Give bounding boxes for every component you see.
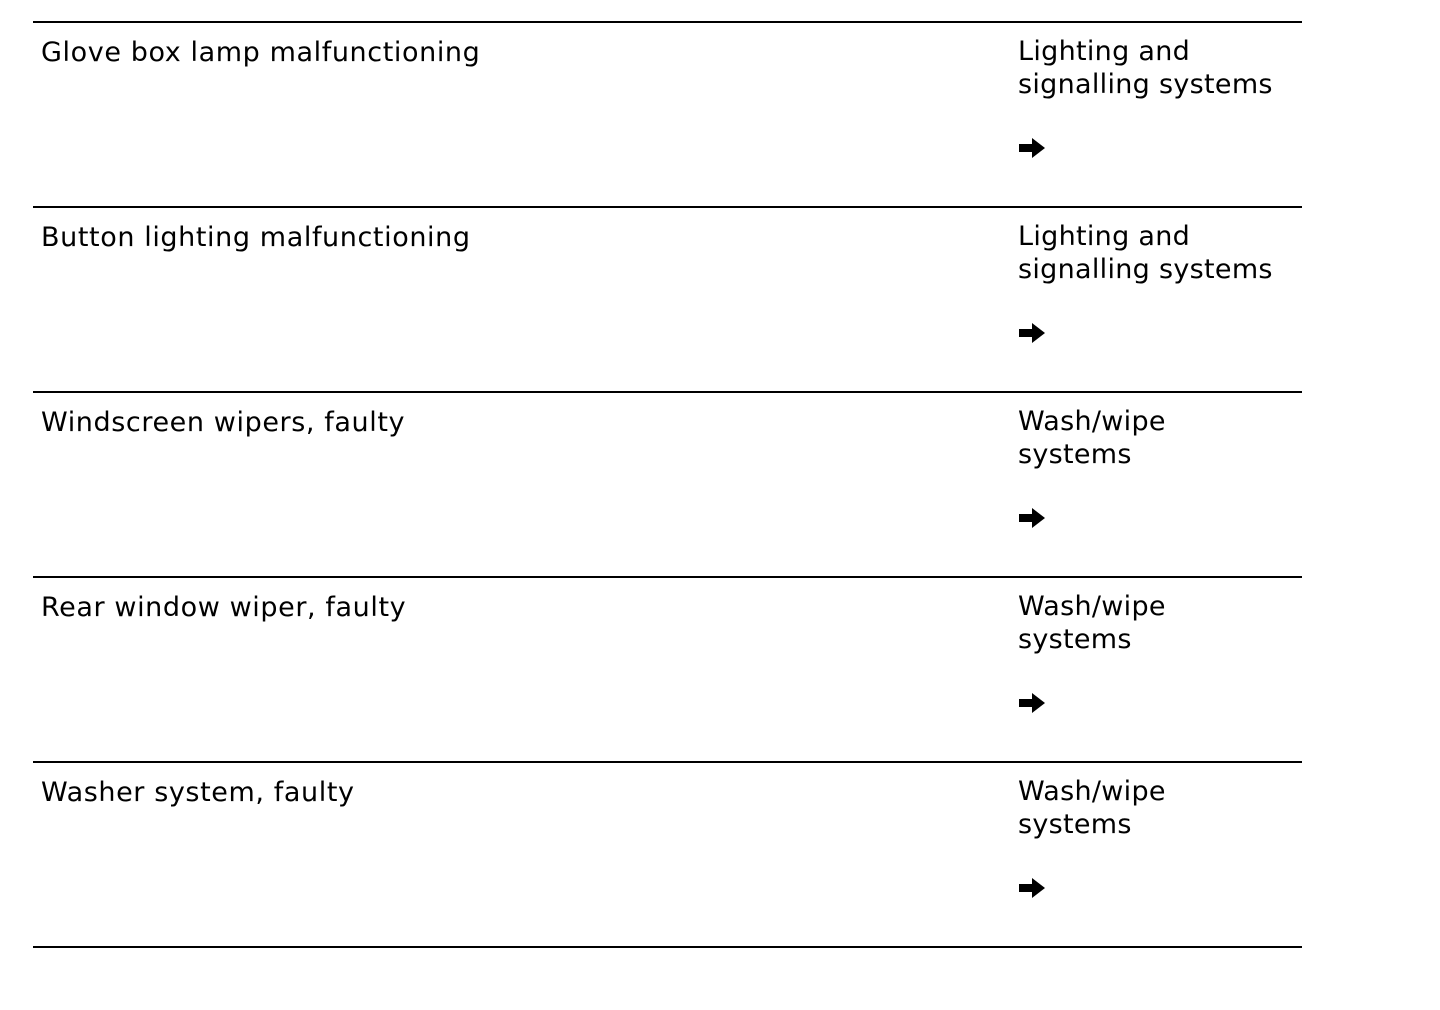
table-rule (33, 946, 1302, 948)
system-link-line-1[interactable]: Wash/wipe (1018, 776, 1166, 807)
table-row (33, 23, 1302, 206)
system-link-line-2[interactable]: systems (1018, 809, 1132, 840)
system-cell (1018, 35, 1298, 159)
right-arrow-icon[interactable] (1018, 137, 1046, 159)
symptom-text: Glove box lamp malfunctioning (41, 37, 481, 68)
symptom-text: Windscreen wipers, faulty (41, 407, 406, 438)
system-cell (1018, 590, 1298, 714)
table-row (33, 208, 1302, 391)
table-row (33, 393, 1302, 576)
system-link-line-2[interactable]: signalling systems (1018, 69, 1273, 100)
system-cell (1018, 405, 1298, 529)
system-link-line-2[interactable]: systems (1018, 624, 1132, 655)
symptom-text: Button lighting malfunctioning (41, 222, 471, 253)
table-row (33, 578, 1302, 761)
system-link-line-2[interactable]: signalling systems (1018, 254, 1273, 285)
system-cell (1018, 220, 1298, 344)
right-arrow-icon[interactable] (1018, 322, 1046, 344)
system-link-line-1[interactable]: Wash/wipe (1018, 591, 1166, 622)
symptom-text: Washer system, faulty (41, 777, 355, 808)
table-row (33, 763, 1302, 946)
system-link-line-1[interactable]: Wash/wipe (1018, 406, 1166, 437)
right-arrow-icon[interactable] (1018, 692, 1046, 714)
system-link-line-1[interactable]: Lighting and (1018, 36, 1191, 67)
right-arrow-icon[interactable] (1018, 877, 1046, 899)
symptom-text: Rear window wiper, faulty (41, 592, 407, 623)
fault-table (33, 21, 1302, 948)
system-link-line-1[interactable]: Lighting and (1018, 221, 1191, 252)
system-cell (1018, 775, 1298, 899)
system-link-line-2[interactable]: systems (1018, 439, 1132, 470)
right-arrow-icon[interactable] (1018, 507, 1046, 529)
